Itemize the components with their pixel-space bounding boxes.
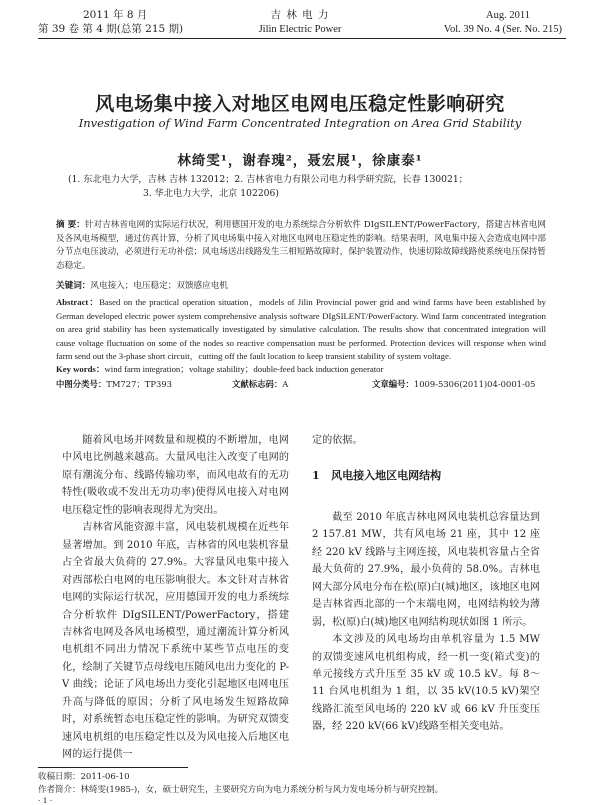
header-journal-en: Jilin Electric Power	[258, 24, 342, 35]
header-date-cn: 2011 年 8 月	[83, 9, 148, 21]
body-paragraph: 随着风电场并网数量和规模的不断增加，电网中风电比例越来越高。大量风电注入改变了电网的原有潮流分布、线路传输功率，而风电故有的无功特性(吸收或不发出无功功率)使得风电接入对电网电压稳定性的影响表现得尤为突出。	[62, 435, 289, 516]
header-issue-en: Vol. 39 No. 4 (Ser. No. 215)	[443, 24, 562, 35]
affiliation-line-1: (1. 东北电力大学，吉林 吉林 132012；2. 吉林省电力有限公司电力科学研究院，长春 130021；	[68, 174, 468, 185]
abstract-en-text: Based on the practical operation situation，models of Jilin Provincial power grid and wind farms have been established by German developed electric power system comprehensive analysis software DIgSILENT/PowerFactory. Wind farm concentrated integration on area grid stability has been systematically investigated by simulative calculation. The results show that concentrated integration will cause voltage fluctuation on some of the nodes so reactive compensation must be performed. Protection devices will response when wind farm send out the 3-phase short circuit，cutting off the fault location to keep transient stability of system voltage.	[56, 297, 546, 362]
header-rule	[38, 38, 566, 39]
article-id-label: 文章编号：	[372, 379, 414, 389]
section-title: 风电接入地区电网结构	[331, 469, 442, 483]
header-journal-cn: 吉 林 电 力	[270, 9, 330, 21]
section-number: 1	[312, 469, 320, 483]
footnote-rule	[38, 767, 188, 768]
abstract-cn-label: 摘 要：	[56, 220, 85, 230]
article-id-value: 1009-5306(2011)04-0001-05	[413, 379, 536, 389]
abstract-cn-text: 针对吉林省电网的实际运行状况，利用德国开发的电力系统综合分析软件 DIgSILENT/PowerFactory，搭建吉林省电网及各风电场模型，通过仿真计算，分析了风电场集中接入对地区电网电压稳定性的影响。结果表明，风电集中接入会造成电网中部分节点电压波动，必须进行无功补偿；风电场送出线路发生三相短路故障时，保护装置动作，快速切除故障线路使系统电压保持暂态稳定。	[56, 220, 546, 271]
paper-title-en: Investigation of Wind Farm Concentrated Integration on Area Grid Stability	[78, 116, 522, 130]
article-id	[372, 378, 535, 390]
body-continuation: 定的依据。	[312, 435, 363, 446]
section-heading	[312, 467, 540, 484]
body-paragraph: 本文涉及的风电场均由单机容量为 1.5 MW 的双馈变速风电机组构成，经一机一变(箱式变)的单元接线方式升压至 35 kV 或 10.5 kV。每 8～11 台风电机组为 1 组，以 35 kV(10.5 kV)架空线路汇流至风电场的 220 kV 或 66 kV 升压变压器，经 220 kV(66 kV)线路至相关变电站。	[312, 634, 540, 733]
document-code	[232, 378, 288, 390]
left-column	[62, 432, 289, 764]
body-paragraph: 吉林省风能资源丰富，风电装机规模在近些年显著增加。到 2010 年底，吉林省的风电装机容量占全省最大负荷的 27.9%。大容量风电集中接入对西部松白电网的电压影响很大。本文针对吉林省电网的实际运行状况，应用德国开发的电力系统综合分析软件 DIgSILENT/PowerFactory，搭建吉林省电网及各风电场模型，通过潮流计算分析风电机组不同出力情况下系统中某些节点电压的变化，绘制了关键节点母线电压随风电出力变化的 P-V 曲线；论证了风电场出力变化引起地区电网电压升高与降低的原因；分析了风电场发生短路故障时，对系统暂态电压稳定性的影响。为研究双馈变速风电机组的电压稳定性以及为风电接入后地区电网的运行提供一	[62, 522, 289, 761]
clc-number	[56, 378, 172, 390]
page-number: · 1 ·	[38, 796, 53, 805]
right-column	[312, 432, 540, 736]
keywords-cn	[56, 280, 546, 294]
keywords-en	[56, 363, 546, 377]
affiliation-line-2: 3. 华北电力大学，北京 102206)	[143, 188, 279, 199]
received-date: 收稿日期：2011-06-10	[38, 772, 130, 782]
author-list: 林绮雯¹，谢春瑰²，聂宏展¹，徐康泰¹	[177, 153, 423, 169]
abstract-en	[56, 296, 546, 364]
doc-code-label: 文献标志码：	[232, 379, 283, 389]
abstract-en-label: Abstract：	[56, 297, 100, 307]
abstract-cn	[56, 219, 546, 273]
keywords-en-text: wind farm integration；voltage stability；double-feed back induction generator	[104, 364, 384, 374]
keywords-cn-text: 风电接入；电压稳定；双馈感应电机	[90, 281, 228, 291]
header-date-en: Aug. 2011	[486, 10, 530, 21]
clc-value: TM727；TP393	[106, 379, 172, 389]
header-issue-cn: 第 39 卷 第 4 期(总第 215 期)	[38, 23, 184, 35]
paper-title-cn: 风电场集中接入对地区电网电压稳定性影响研究	[95, 93, 505, 115]
keywords-cn-label: 关键词：	[56, 281, 91, 291]
keywords-en-label: Key words：	[56, 364, 105, 374]
doc-code-value: A	[282, 379, 289, 389]
author-bio: 作者简介：林绮雯(1985-)，女，硕士研究生，主要研究方向为电力系统分析与风力发电场分析与研究控制。	[38, 785, 444, 795]
clc-label: 中图分类号：	[56, 379, 107, 389]
body-paragraph: 截至 2010 年底吉林电网风电装机总容量达到 2 157.81 MW，共有风电场 21 座，其中 12 座经 220 kV 线路与主网连接，风电装机容量占全省最大负荷的 27.9%，最小负荷的 58.0%。吉林电网大部分风电分布在松(原)白(城)地区，该地区电网是吉林省西北部的一个末端电网，电网结构较为薄弱，松(原)白(城)地区电网结构现状如图 1 所示。	[312, 511, 540, 628]
